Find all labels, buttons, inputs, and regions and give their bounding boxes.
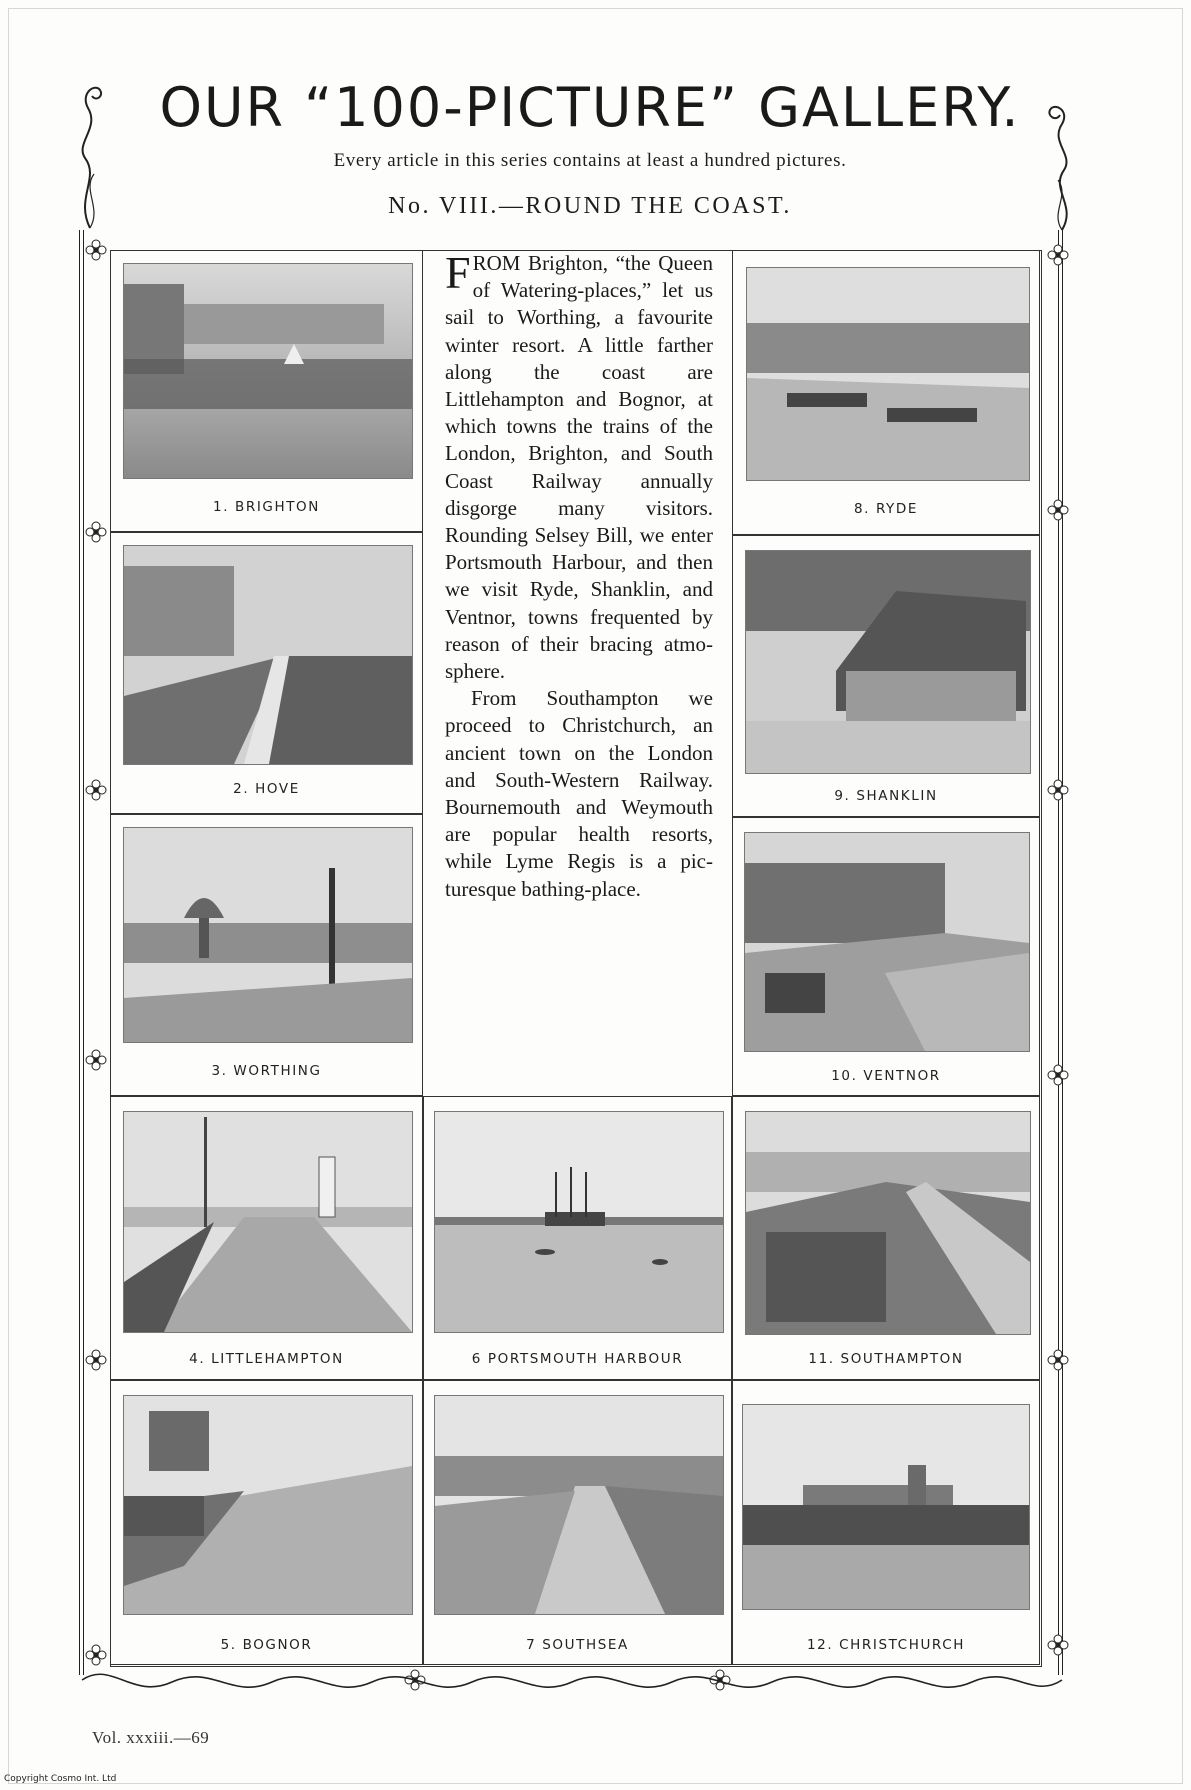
photo-littlehampton [123, 1111, 413, 1333]
caption-brighton: 1. BRIGHTON [213, 499, 320, 515]
caption-hove: 2. HOVE [233, 781, 300, 797]
caption-ryde: 8. RYDE [853, 501, 919, 517]
flower-ornament [1047, 244, 1069, 266]
photo-portsmouth-harbour [434, 1111, 724, 1333]
caption-southampton: 11. SOUTHAMPTON [808, 1351, 964, 1367]
flower-ornament [1047, 1634, 1069, 1656]
photo-brighton [123, 263, 413, 479]
picture-cell-brighton [110, 250, 423, 532]
flower-ornament [1047, 1064, 1069, 1086]
left-scroll-ornament [70, 78, 110, 233]
flower-ornament [85, 521, 107, 543]
picture-cell-hove [110, 532, 423, 814]
left-border-line [79, 230, 80, 1675]
photo-southampton [745, 1111, 1031, 1335]
volume-page-number: Vol. xxxiii.—69 [92, 1728, 210, 1747]
flower-ornament [1047, 1349, 1069, 1371]
page-title: OUR “100-PICTURE” GALLERY. [159, 76, 1021, 139]
page-subtitle: Every article in this series contains at least a hundred pictures. [333, 150, 847, 171]
picture-cell-shanklin [732, 535, 1040, 817]
flower-ornament [1047, 499, 1069, 521]
photo-worthing [123, 827, 413, 1043]
photo-southsea [434, 1395, 724, 1615]
left-border-line-inner [83, 230, 84, 1675]
picture-cell-southsea [423, 1380, 732, 1665]
right-scroll-ornament [1042, 100, 1082, 235]
caption-christchurch: 12. CHRISTCHURCH [806, 1637, 966, 1653]
article-text [445, 247, 713, 903]
caption-ventnor: 10. VENTNOR [831, 1068, 941, 1084]
picture-cell-southampton [732, 1096, 1040, 1380]
right-border-line [1058, 230, 1059, 1675]
paragraph-1-text: ROM Brighton, “the Queen of Watering-places,” let us sail to Worthing, a favourite winter resort. A little farther along the coast are Littlehampton and Bognor, at which towns the trains of the London, Brighton, and South Coast Railway annually disgorge many visitors. Rounding Selsey Bill, we enter Portsmouth Harbour, and then we visit Ryde, Shanklin, and Ventnor, towns frequented by reason of their bracing atmosphere. [445, 251, 713, 684]
series-number: No. VIII.—ROUND THE COAST. [388, 193, 792, 219]
flower-ornament [85, 239, 107, 261]
caption-southsea: 7 SOUTHSEA [526, 1637, 629, 1653]
photo-shanklin [745, 550, 1031, 774]
drop-cap: F [445, 247, 471, 298]
caption-bognor: 5. BOGNOR [220, 1637, 313, 1653]
picture-cell-bognor [110, 1380, 423, 1665]
picture-cell-portsmouth-harbour [423, 1096, 732, 1380]
photo-christchurch [742, 1404, 1030, 1610]
flower-ornament [85, 1349, 107, 1371]
picture-cell-ryde [732, 250, 1040, 535]
flower-ornament [85, 779, 107, 801]
photo-hove [123, 545, 413, 765]
photo-ventnor [744, 832, 1030, 1052]
caption-littlehampton: 4. LITTLEHAMPTON [189, 1351, 344, 1367]
caption-portsmouth-harbour: 6 PORTSMOUTH HARBOUR [471, 1351, 684, 1367]
picture-cell-christchurch [732, 1380, 1040, 1665]
caption-shanklin: 9. SHANKLIN [834, 788, 938, 804]
article-paragraph-1 [445, 247, 713, 685]
picture-cell-worthing [110, 814, 423, 1096]
right-border-line-inner [1062, 230, 1063, 1675]
photo-bognor [123, 1395, 413, 1615]
caption-worthing: 3. WORTHING [211, 1063, 322, 1079]
copyright-notice: Copyright Cosmo Int. Ltd [4, 1774, 117, 1784]
flower-ornament [1047, 779, 1069, 801]
photo-ryde [746, 267, 1030, 481]
article-paragraph-2: From Southampton we proceed to Christchurch, an ancient town on the London and South-Western Railway. Bournemouth and Weymouth are popular health resorts, while Lyme Regis is a picturesque bathing-place. [445, 686, 713, 901]
picture-cell-ventnor [732, 817, 1040, 1096]
picture-cell-littlehampton [110, 1096, 423, 1380]
flower-ornament [85, 1049, 107, 1071]
